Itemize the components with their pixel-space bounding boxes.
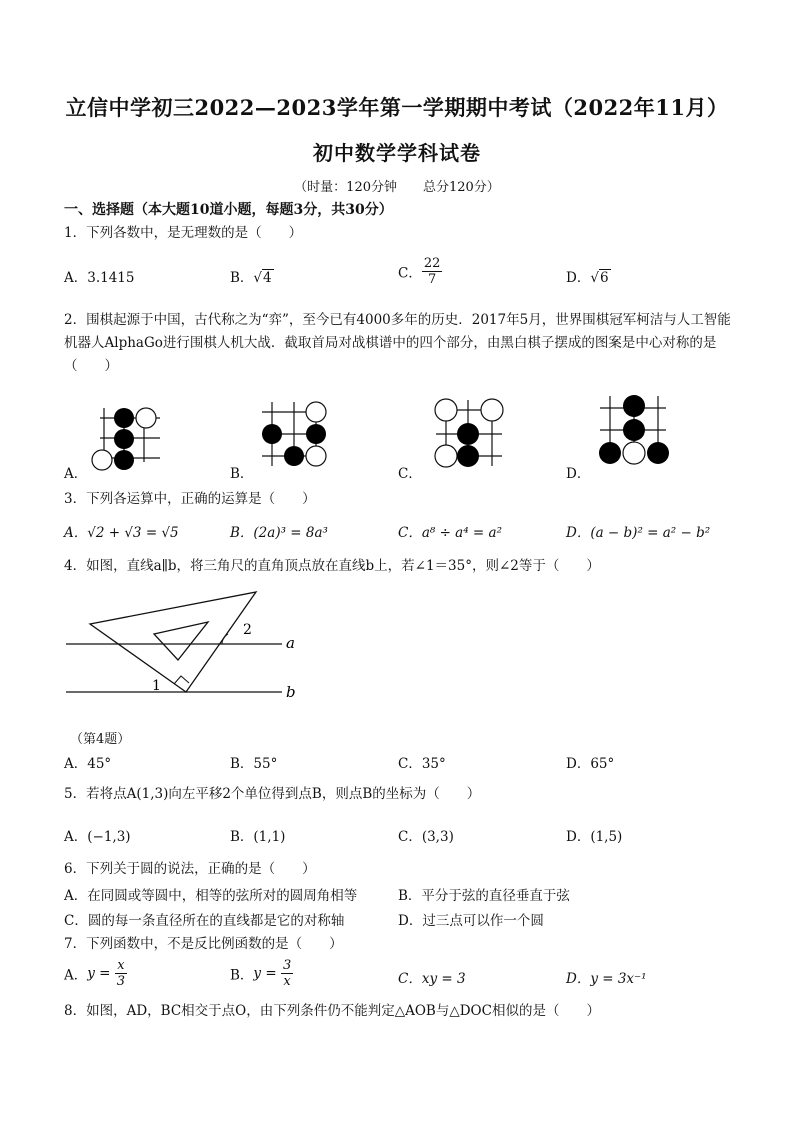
label-a: a [286,634,295,652]
go-pattern-d [596,392,674,468]
question-4-stem: 4．如图，直线a∥b，将三角尺的直角顶点放在直线b上，若∠1＝35°，则∠2等于（ ） [64,558,600,574]
exam-title: 立信中学初三2022—2023学年第一学期期中考试（2022年11月） [65,95,729,120]
q7-option-a [64,958,127,989]
section-heading: 一、选择题（本大题10道小题，每题3分，共30分） [64,202,393,218]
q5-option-d: D．(1,5) [566,829,623,845]
go-pattern-b [258,398,330,470]
q1-d-radicand: 6 [599,270,609,286]
q1-option-a: A．3.1415 [64,270,135,286]
q5-option-c: C．(3,3) [398,829,454,845]
label-b: b [286,683,296,701]
exam-time-score: （时量：120分钟 总分120分） [294,180,500,195]
q4-option-d: D．65° [566,756,615,772]
question-1-stem: 1．下列各数中，是无理数的是（ ） [64,225,303,241]
question-5-stem: 5．若将点A(1,3)向左平移2个单位得到点B，则点B的坐标为（ ） [64,786,481,802]
q6-option-a: A．在同圆或等圆中，相等的弦所对的圆周角相等 [64,888,358,904]
q1-c-denominator: 7 [427,272,437,287]
q7-b-denominator: x [283,974,291,989]
sqrt-symbol: √4 [253,270,272,286]
q1-option-d-label: D． [566,270,591,286]
q7-option-a-label: A． [64,967,88,984]
q7-a-lhs: y = [87,965,111,982]
q7-b-numerator: 3 [282,958,292,973]
q5-option-a: A．(−1,3) [64,829,131,845]
q6-option-b: B．平分于弦的直径垂直于弦 [398,888,570,904]
right-angle-mark [174,676,189,684]
triangle-ruler-outer [90,592,256,692]
label-angle-1: 1 [152,678,161,694]
q2-option-d: D． [566,466,591,482]
q3-option-c: C．a⁸ ÷ a⁴ = a² [398,525,502,541]
q7-a-numerator: x [115,958,127,974]
q2-option-c: C． [398,466,422,482]
fraction [422,256,443,287]
go-pattern-c [430,396,508,470]
q4-option-c: C．35° [398,756,446,772]
question-6-stem: 6．下列关于圆的说法，正确的是（ ） [64,861,316,877]
question-3-stem: 3．下列各运算中，正确的运算是（ ） [64,491,316,507]
triangle-ruler-inner [154,622,208,660]
fraction [281,958,293,989]
question-2-stem: 2．围棋起源于中国，古代称之为“弈”，至今已有4000多年的历史．2017年5月，世界围棋冠军柯洁与人工智能机器人AlphaGo进行围棋人机大战．截取首局对战棋谱中的四个部分，由黑白棋子摆成的图案是中心对称的是（ ） [64,312,731,374]
q3-option-a: A．√2 + √3 = √5 [64,525,179,541]
q1-option-b-label: B． [230,270,254,286]
q6-option-c: C．圆的每一条直径所在的直线都是它的对称轴 [64,913,345,929]
q1-option-b [230,266,274,286]
question-7-stem: 7．下列函数中，不是反比例函数的是（ ） [64,936,343,952]
q7-option-b-label: B． [230,967,254,984]
q1-option-d [566,266,611,286]
q7-a-denominator: 3 [116,974,126,989]
q3-option-d: D．(a − b)² = a² − b² [566,525,711,541]
q1-option-c [398,256,442,287]
figure-caption: （第4题） [70,732,131,747]
q5-option-b: B．(1,1) [230,829,286,845]
q4-figure [60,584,310,706]
q7-option-b [230,958,293,989]
q7-option-c: C．xy = 3 [398,971,466,987]
q2-option-a: A． [64,466,88,482]
question-8-stem: 8．如图，AD，BC相交于点O，由下列条件仍不能判定△AOB与△DOC相似的是（ ） [64,1003,600,1019]
sqrt-symbol: √6 [590,270,609,286]
q6-option-d: D．过三点可以作一个圆 [398,913,544,929]
go-pattern-a [88,402,160,474]
q7-b-lhs: y = [253,965,277,982]
q7-option-d: D．y = 3x⁻¹ [566,971,647,987]
q3-option-b: B．(2a)³ = 8a³ [230,525,328,541]
q1-option-c-label: C． [398,265,422,282]
q1-c-numerator: 22 [423,256,441,271]
q1-b-radicand: 4 [263,270,272,286]
q4-option-a: A．45° [64,756,112,772]
fraction [115,958,127,989]
label-angle-2: 2 [243,622,252,638]
q2-option-b: B． [230,466,254,482]
exam-subject-title: 初中数学学科试卷 [313,141,481,165]
q4-option-b: B．55° [230,756,278,772]
